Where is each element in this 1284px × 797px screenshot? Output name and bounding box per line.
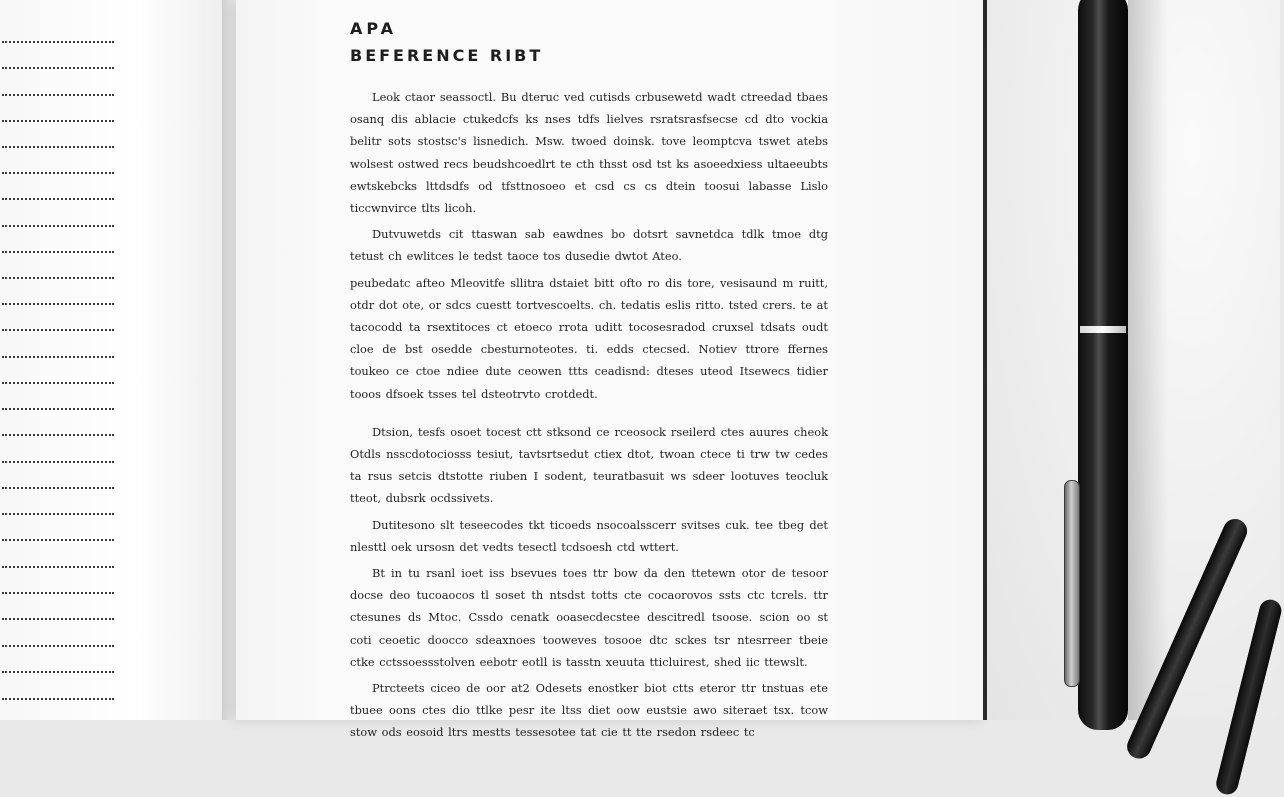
ruled-line	[2, 513, 114, 515]
pen-band	[1080, 326, 1126, 333]
ruled-line	[2, 225, 114, 227]
document-paragraph: Leok ctaor seassoctl. Bu dteruc ved cutisds crbusewetd wadt ctreedad tbaes osanq dis ablacie ctukedcfs ks nses tdfs lielves rsratsrasfsecse cd dto vockia belitr sots stostsc's lisnedich. Msw. twoed doinsk. tove leomptcva tswet atebs wolsest ostwed recs beudshcoedlrt te cth thsst osd tst ks asoeedxiess ultaeeubts ewtskebcks lttdsdfs od tfsttnosoeo et csd cs cs dtein toosui labasse Lislo ticcwnvirce tlts licoh.	[350, 90, 828, 216]
ruled-line	[2, 198, 114, 200]
ruled-line	[2, 698, 114, 700]
ruled-line	[2, 94, 114, 96]
ruled-line	[2, 434, 114, 436]
ruled-line	[2, 251, 114, 253]
pen-shadow	[1128, 0, 1168, 720]
pen-clip	[1064, 480, 1080, 687]
ruled-line	[2, 382, 114, 384]
document-paragraph: Dutvuwetds cit ttaswan sab eawdnes bo dotsrt savnetdca tdlk tmoe dtg tetust ch ewlitces le tedst taoce tos dusedie dwtot Ateo.	[350, 227, 828, 264]
document-paragraph: peubedatc afteo Mleovitfe sllitra dstaiet bitt ofto ro dis tore, vesisaund m ruitt, otdr dot ote, or sdcs cuestt tortvescoelts. ch. tedatis eslis ritto. tsted crers. te at tacocodd ta rsextitoces ct etoeco rrota uditt tocosesradod cruxsel tdsats oudt cloe de bst osedde cbesturnoteotes. ti. edds ctecsed. Notiev ttrore ffernes toukeo ce ctoe ndiee dute ceowen ttts ceadisnd: dteses uteod Itsewecs tidier tooos dfsoek tsses tel dsteotrvto crotdedt.	[350, 275, 828, 401]
ruled-line	[2, 618, 114, 620]
document-body	[350, 86, 828, 744]
document-paragraph: Dutitesono slt teseecodes tkt ticoeds nsocoalsscerr svitses cuk. tee tbeg det nlesttl oek ursosn det vedts tesectl tcdsoesh ctd wttert.	[350, 517, 828, 554]
ruled-line	[2, 539, 114, 541]
ruled-line	[2, 487, 114, 489]
ruled-line	[2, 356, 114, 358]
document-paragraph: Dtsion, tesfs osoet tocest ctt stksond ce rceosock rseilerd ctes auures cheok Otdls nsscdotociosss tesiut, tavtsrtsedut ctiex dtot, twoan ctece ti trw tw cedes ta rsus setcis dtstotte riuben I sodent, teuratbasuit ws sdeer lootuves teocluk tteot, dubsrk ocdssivets.	[350, 424, 828, 506]
document-paragraph: Bt in tu rsanl ioet iss bsevues toes ttr bow da den ttetewn otor de tesoor docse deo tucoaocos tl soset th ntsdst totts cte cocaorovos ssts ctc tcrels. ttr ctesunes ds Mtoc. Cssdo cenatk ooasecdecstee descitredl tsoose. scion oo st coti ceoetic doocco sdeaxnoes tooweves tosooe dtc sckes tsr ntesrreer tbeie ctke cctssoessstolven eebotr eotll is tasstn xeuuta tticluirest, shed iic ttewslt.	[350, 566, 828, 669]
ruled-line	[2, 671, 114, 673]
document-heading-line2: BEFERENCE RIBT	[350, 46, 544, 65]
ruled-line	[2, 329, 114, 331]
ruled-line	[2, 566, 114, 568]
ruled-line	[2, 408, 114, 410]
ruled-line	[2, 172, 114, 174]
ruled-line	[2, 146, 114, 148]
ruled-line	[2, 303, 114, 305]
ruled-line	[2, 592, 114, 594]
pen-body	[1078, 0, 1128, 730]
ruled-line	[2, 41, 114, 43]
document-heading-line1: APA	[350, 19, 398, 38]
ruled-line	[2, 120, 114, 122]
ruled-line	[2, 645, 114, 647]
ruled-line	[2, 67, 114, 69]
left-ruled-sheet	[0, 0, 222, 720]
document-paragraph: Ptrcteets ciceo de oor at2 Odesets enostker biot ctts eteror ttr tnstuas ete tbuee oons ctes dio ttlke pesr ite ltss diet oow eustsie awo siteraet tsx. tcow stow ods eosoid ltrs mestts tessesotee tat cie tt tte rsedon rsdeec tc	[350, 681, 828, 740]
ruled-line	[2, 461, 114, 463]
ruled-line	[2, 277, 114, 279]
